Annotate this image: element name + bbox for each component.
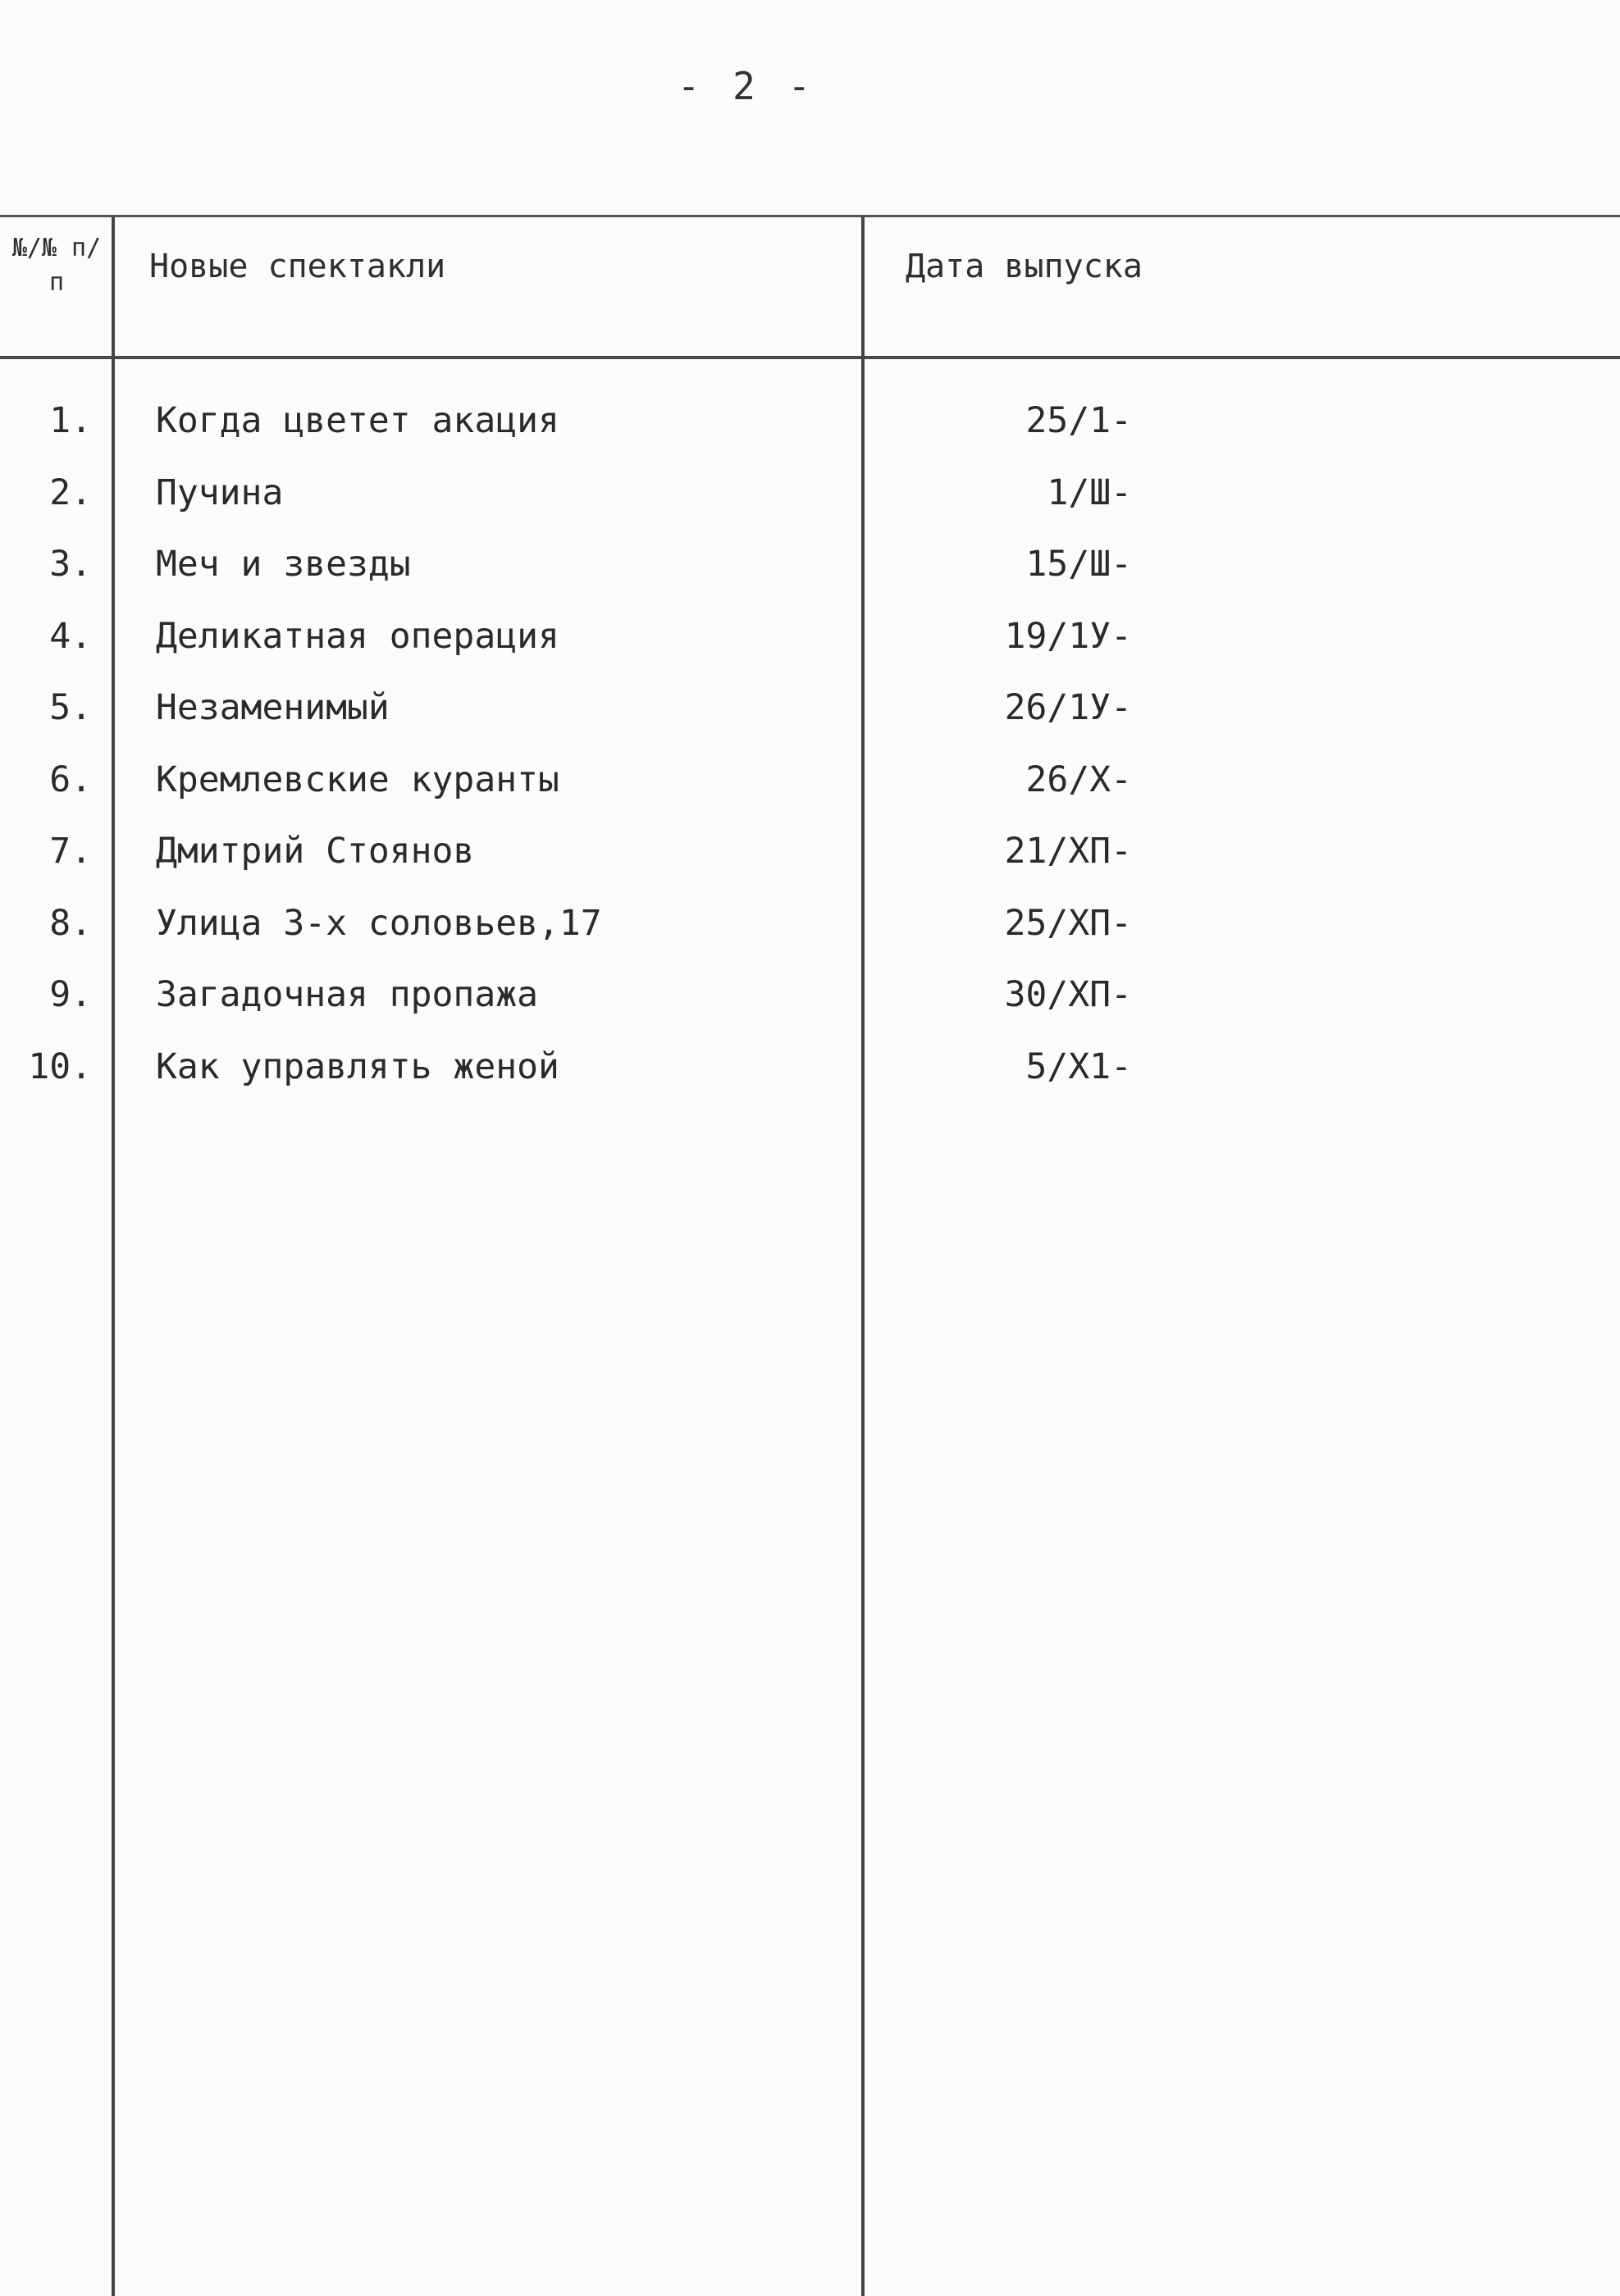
header-title: Новые спектакли <box>149 248 446 285</box>
table-row <box>0 537 1620 609</box>
row-title: Когда цветет акация <box>156 400 559 441</box>
row-number: 7. <box>49 831 92 872</box>
row-date: 25/ХП- <box>1004 902 1132 944</box>
row-date: 21/ХП- <box>1004 831 1132 872</box>
row-date: 26/Х- <box>1025 758 1132 800</box>
row-date: 19/1У- <box>1004 615 1132 657</box>
table-row <box>0 609 1620 681</box>
header-date: Дата выпуска <box>906 248 1143 285</box>
header-number: №/№ п/п <box>11 234 102 297</box>
row-title: Кремлевские куранты <box>156 758 559 800</box>
row-date: 15/Ш- <box>1025 544 1132 585</box>
row-number: 1. <box>49 400 92 441</box>
row-title: Пучина <box>156 472 284 513</box>
row-date: 25/1- <box>1025 400 1132 441</box>
table-row <box>0 753 1620 825</box>
row-number: 3. <box>49 544 92 585</box>
table-header-rule <box>0 356 1620 359</box>
row-date: 1/Ш- <box>1047 472 1132 513</box>
row-title: Дмитрий Стоянов <box>156 831 475 872</box>
table-row <box>0 394 1620 466</box>
row-number: 10. <box>28 1046 92 1087</box>
table-top-rule <box>0 215 1620 217</box>
row-date: 26/1У- <box>1004 687 1132 728</box>
row-title: Улица 3-х соловьев,17 <box>156 902 602 944</box>
row-title: Деликатная операция <box>156 615 559 657</box>
row-number: 2. <box>49 472 92 513</box>
row-number: 5. <box>49 687 92 728</box>
row-title: Загадочная пропажа <box>156 974 538 1015</box>
table-row <box>0 824 1620 896</box>
row-number: 4. <box>49 615 92 657</box>
row-date: 30/ХП- <box>1004 974 1132 1015</box>
row-number: 6. <box>49 758 92 800</box>
table-row <box>0 1040 1620 1112</box>
row-title: Как управлять женой <box>156 1046 559 1087</box>
row-date: 5/Х1- <box>1025 1046 1132 1087</box>
row-title: Меч и звезды <box>156 544 411 585</box>
page-number: - 2 - <box>677 64 816 108</box>
table-row <box>0 466 1620 538</box>
table-body <box>0 394 1620 1111</box>
row-number: 8. <box>49 902 92 944</box>
table-row <box>0 896 1620 968</box>
table-row <box>0 968 1620 1040</box>
table-row <box>0 681 1620 753</box>
row-number: 9. <box>49 974 92 1015</box>
row-title: Незаменимый <box>156 687 390 728</box>
